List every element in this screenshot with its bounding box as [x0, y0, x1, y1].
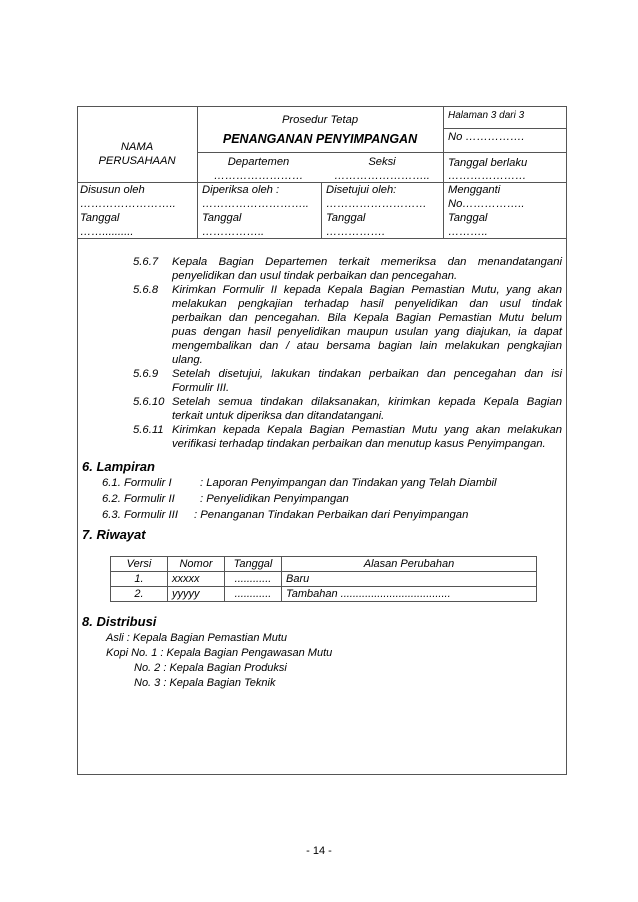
mengganti — [448, 183, 524, 239]
table-cell: ............ — [225, 572, 282, 587]
table-row — [111, 572, 537, 587]
disetujui-label: Disetujui oleh: — [326, 184, 397, 196]
prosedur-tetap: Prosedur Tetap — [281, 114, 359, 126]
seksi-label: Seksi — [368, 156, 396, 168]
item-line: terkait untuk diperiksa dan ditandatangani. — [172, 410, 385, 422]
table-cell: Baru — [282, 572, 537, 587]
lampiran-label: 6.3. Formulir III — [102, 509, 178, 521]
item-number: 5.6.10 — [133, 396, 165, 408]
item-number: 5.6.9 — [133, 368, 159, 380]
table-cell: 2. — [111, 587, 168, 602]
company-name-line2: PERUSAHAAN — [98, 155, 176, 167]
item-line: ulang. — [172, 354, 203, 366]
header-vline-2 — [443, 106, 444, 239]
item-line: Setelah semua tindakan dilaksanakan, kirimkan kepada Kepala Bagian — [172, 396, 562, 408]
company-name — [77, 140, 197, 168]
diperiksa-tanggal: Tanggal — [202, 212, 242, 224]
disetujui-oleh — [326, 183, 427, 239]
tanggal-berlaku-dots: ………………… — [448, 170, 527, 182]
document-title: PENANGANAN PENYIMPANGAN — [222, 132, 418, 146]
doc-number: No ……………. — [448, 131, 525, 143]
distribusi-kopi: Kopi No. 1 : Kepala Bagian Pengawasan Mutu — [106, 647, 333, 659]
riwayat-heading: 7. Riwayat — [82, 527, 146, 542]
item-text — [172, 367, 562, 395]
diperiksa-label: Diperiksa oleh : — [202, 184, 280, 196]
item-text — [172, 423, 562, 451]
diperiksa-oleh — [202, 183, 309, 239]
item-line: mengembalikan dan / atau bersama bagian lain melakukan pengkajian — [172, 340, 562, 352]
disusun-tanggal-dots: …….......... — [80, 226, 134, 238]
page-number: - 14 - — [306, 845, 332, 857]
disetujui-tanggal: Tanggal — [326, 212, 366, 224]
distribusi-asli: Asli : Kepala Bagian Pemastian Mutu — [106, 632, 287, 644]
seksi-dots: …………………….. — [334, 170, 430, 182]
departemen-dots: …………………… — [213, 170, 304, 182]
lampiran-list — [102, 476, 497, 524]
lampiran-value: : Laporan Penyimpangan dan Tindakan yang Telah Diambil — [200, 477, 497, 489]
item-line: verifikasi terhadap tindakan perbaikan dan menutup kasus Penyimpangan. — [172, 438, 546, 450]
diperiksa-tanggal-dots: …………….. — [202, 226, 265, 238]
mengganti-label: Mengganti — [448, 184, 501, 196]
column-header: Nomor — [168, 557, 225, 572]
lampiran-heading: 6. Lampiran — [82, 459, 155, 474]
item-number: 5.6.8 — [133, 284, 159, 296]
table-cell: yyyyy — [168, 587, 225, 602]
lampiran-row — [102, 492, 497, 508]
item-line: melakukan pengkajian terhadap hasil penyelidikan dan usul tindak — [172, 298, 562, 310]
company-name-line1: NAMA — [120, 141, 154, 153]
disusun-label: Disusun oleh — [80, 184, 145, 196]
column-header: Tanggal — [225, 557, 282, 572]
distribusi-kopi: No. 2 : Kepala Bagian Produksi — [134, 662, 287, 674]
table-cell: 1. — [111, 572, 168, 587]
disusun-dots: …………………….. — [80, 198, 176, 210]
item-line: Setelah disetujui, lakukan tindakan perbaikan dan pencegahan dan isi — [172, 368, 562, 380]
item-number: 5.6.7 — [133, 256, 159, 268]
mengganti-tanggal-dots: ……….. — [448, 226, 488, 238]
item-line: Formulir III. — [172, 382, 230, 394]
item-text — [172, 395, 562, 423]
item-line: Kirimkan kepada Kepala Bagian Pemastian Mutu yang akan melakukan — [172, 424, 562, 436]
item-line: puas dengan hasil penyelidikan maupun usulan yang diajukan, ia dapat — [172, 326, 562, 338]
table-cell: xxxxx — [168, 572, 225, 587]
header-line-2 — [197, 152, 567, 153]
diperiksa-dots: ……………………….. — [202, 198, 309, 210]
table-cell: Tambahan .................................... — [282, 587, 537, 602]
lampiran-label: 6.2. Formulir II — [102, 493, 175, 505]
disusun-oleh — [80, 183, 176, 239]
disetujui-dots: ……………………… — [326, 198, 427, 210]
mengganti-tanggal: Tanggal — [448, 212, 488, 224]
table-header-row — [111, 557, 537, 572]
distribusi-list — [106, 631, 332, 691]
tanggal-berlaku-label: Tanggal berlaku — [448, 157, 528, 169]
lampiran-row — [102, 476, 497, 492]
distribusi-kopi: No. 3 : Kepala Bagian Teknik — [134, 677, 276, 689]
item-text — [172, 283, 562, 367]
disetujui-tanggal-dots: ……………. — [326, 226, 386, 238]
lampiran-value: : Penyelidikan Penyimpangan — [200, 493, 349, 505]
item-line: perbaikan dan pencegahan. Bila Kepala Bagian Pemastian Mutu belum — [172, 312, 562, 324]
item-line: Kepala Bagian Departemen terkait memeriksa dan menandatangani — [172, 256, 562, 268]
column-header: Alasan Perubahan — [282, 557, 537, 572]
mengganti-no: No…………….. — [448, 198, 525, 210]
riwayat-table — [110, 556, 537, 602]
lampiran-row — [102, 508, 497, 524]
header-vline-3 — [321, 182, 322, 239]
lampiran-label: 6.1. Formulir I — [102, 477, 172, 489]
table-row — [111, 587, 537, 602]
table-cell: ............ — [225, 587, 282, 602]
page-count: Halaman 3 dari 3 — [448, 110, 525, 121]
distribusi-heading: 8. Distribusi — [82, 614, 157, 629]
item-line: Kirimkan Formulir II kepada Kepala Bagian Pemastian Mutu, yang akan — [172, 284, 562, 296]
disusun-tanggal: Tanggal — [80, 212, 120, 224]
item-text — [172, 255, 562, 283]
column-header: Versi — [111, 557, 168, 572]
item-line: penyelidikan dan usul tindak perbaikan dan pencegahan. — [172, 270, 458, 282]
departemen-label: Departemen — [227, 156, 290, 168]
header-line-1 — [443, 128, 567, 129]
lampiran-value: : Penanganan Tindakan Perbaikan dari Penyimpangan — [194, 509, 469, 521]
item-number: 5.6.11 — [133, 424, 164, 436]
